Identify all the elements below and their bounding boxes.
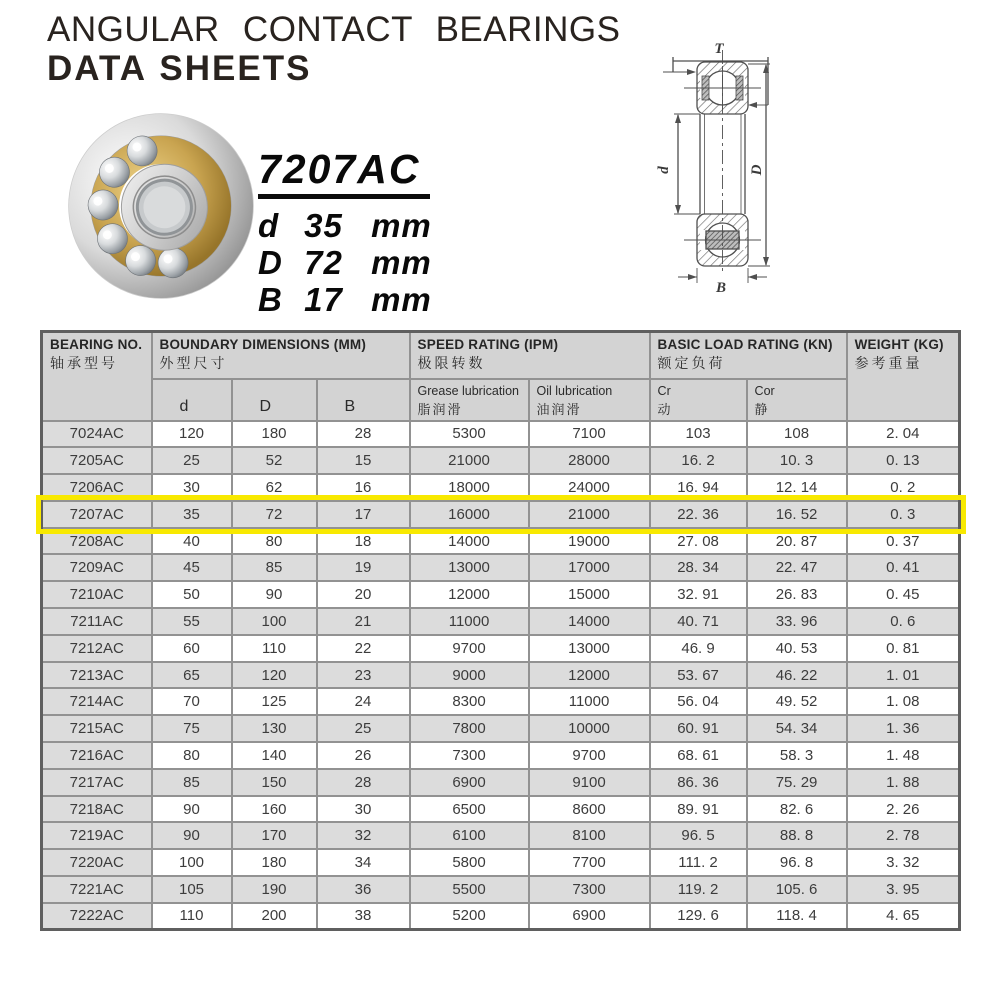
value-cell: 40 <box>152 528 232 555</box>
spec-line-B <box>258 281 432 318</box>
value-cell: 12000 <box>410 581 529 608</box>
value-cell: 2. 78 <box>847 822 960 849</box>
value-cell: 0. 3 <box>847 501 960 528</box>
page-subtitle: DATA SHEETS <box>47 49 312 88</box>
value-cell: 85 <box>152 769 232 796</box>
value-cell: 96. 5 <box>650 822 747 849</box>
value-cell: 170 <box>232 822 317 849</box>
table-body <box>42 421 960 930</box>
value-cell: 4. 65 <box>847 903 960 930</box>
value-cell: 15 <box>317 447 410 474</box>
value-cell: 40. 71 <box>650 608 747 635</box>
value-cell: 90 <box>152 822 232 849</box>
value-cell: 150 <box>232 769 317 796</box>
value-cell: 32. 91 <box>650 581 747 608</box>
value-cell: 65 <box>152 662 232 689</box>
value-cell: 0. 37 <box>847 528 960 555</box>
value-cell: 9700 <box>529 742 650 769</box>
bearing-no-cell: 7220AC <box>42 849 152 876</box>
value-cell: 75 <box>152 715 232 742</box>
spec-value: 17 <box>304 281 343 318</box>
value-cell: 14000 <box>410 528 529 555</box>
value-cell: 18 <box>317 528 410 555</box>
value-cell: 89. 91 <box>650 796 747 823</box>
value-cell: 26 <box>317 742 410 769</box>
value-cell: 16. 94 <box>650 474 747 501</box>
value-cell: 190 <box>232 876 317 903</box>
value-cell: 60. 91 <box>650 715 747 742</box>
value-cell: 82. 6 <box>747 796 847 823</box>
value-cell: 8100 <box>529 822 650 849</box>
value-cell: 7800 <box>410 715 529 742</box>
value-cell: 7300 <box>410 742 529 769</box>
value-cell: 10000 <box>529 715 650 742</box>
spec-value: 72 <box>304 244 343 281</box>
value-cell: 129. 6 <box>650 903 747 930</box>
value-cell: 1. 88 <box>847 769 960 796</box>
value-cell: 5200 <box>410 903 529 930</box>
value-cell: 6900 <box>410 769 529 796</box>
value-cell: 24000 <box>529 474 650 501</box>
value-cell: 5500 <box>410 876 529 903</box>
bearing-no-cell: 7210AC <box>42 581 152 608</box>
product-model: 7207AC <box>258 146 430 199</box>
col-header-grease-lubrication: Grease lubrication 脂润滑 <box>410 379 529 421</box>
product-spec-block <box>258 146 432 318</box>
table-row <box>42 715 960 742</box>
value-cell: 45 <box>152 554 232 581</box>
bearing-photo <box>52 110 270 302</box>
bearing-no-cell: 7212AC <box>42 635 152 662</box>
table-row <box>42 662 960 689</box>
value-cell: 120 <box>232 662 317 689</box>
value-cell: 68. 61 <box>650 742 747 769</box>
value-cell: 2. 04 <box>847 421 960 448</box>
bearing-no-cell: 7205AC <box>42 447 152 474</box>
value-cell: 0. 45 <box>847 581 960 608</box>
table-row <box>42 474 960 501</box>
table-row <box>42 742 960 769</box>
value-cell: 33. 96 <box>747 608 847 635</box>
bearing-no-cell: 7213AC <box>42 662 152 689</box>
table-row <box>42 581 960 608</box>
value-cell: 21000 <box>410 447 529 474</box>
value-cell: 140 <box>232 742 317 769</box>
table-row <box>42 849 960 876</box>
col-header-cor: Cor 静 <box>747 379 847 421</box>
value-cell: 11000 <box>410 608 529 635</box>
value-cell: 38 <box>317 903 410 930</box>
table-row <box>42 769 960 796</box>
value-cell: 60 <box>152 635 232 662</box>
value-cell: 0. 41 <box>847 554 960 581</box>
value-cell: 22. 36 <box>650 501 747 528</box>
value-cell: 130 <box>232 715 317 742</box>
dim-label-T: T <box>714 41 724 57</box>
table-row <box>42 528 960 555</box>
value-cell: 3. 32 <box>847 849 960 876</box>
bearing-no-cell: 7211AC <box>42 608 152 635</box>
table-row <box>42 608 960 635</box>
table-row <box>42 421 960 448</box>
value-cell: 0. 81 <box>847 635 960 662</box>
value-cell: 88. 8 <box>747 822 847 849</box>
value-cell: 16. 2 <box>650 447 747 474</box>
value-cell: 180 <box>232 849 317 876</box>
value-cell: 13000 <box>529 635 650 662</box>
value-cell: 120 <box>152 421 232 448</box>
value-cell: 40. 53 <box>747 635 847 662</box>
value-cell: 85 <box>232 554 317 581</box>
value-cell: 8300 <box>410 688 529 715</box>
value-cell: 54. 34 <box>747 715 847 742</box>
page-title: ANGULAR CONTACT BEARINGS <box>47 10 621 49</box>
col-header-cr: Cr 动 <box>650 379 747 421</box>
dim-label-d: d <box>656 166 672 174</box>
value-cell: 1. 36 <box>847 715 960 742</box>
spec-value: 35 <box>304 207 343 244</box>
value-cell: 111. 2 <box>650 849 747 876</box>
table-row <box>42 876 960 903</box>
bearing-data-table <box>40 330 961 931</box>
table-row <box>42 796 960 823</box>
value-cell: 200 <box>232 903 317 930</box>
value-cell: 75. 29 <box>747 769 847 796</box>
value-cell: 119. 2 <box>650 876 747 903</box>
value-cell: 19 <box>317 554 410 581</box>
value-cell: 21 <box>317 608 410 635</box>
table-row <box>42 554 960 581</box>
value-cell: 3. 95 <box>847 876 960 903</box>
value-cell: 16. 52 <box>747 501 847 528</box>
value-cell: 5300 <box>410 421 529 448</box>
value-cell: 1. 08 <box>847 688 960 715</box>
spec-line-d <box>258 207 432 244</box>
value-cell: 53. 67 <box>650 662 747 689</box>
value-cell: 34 <box>317 849 410 876</box>
value-cell: 22 <box>317 635 410 662</box>
value-cell: 90 <box>232 581 317 608</box>
bearing-no-cell: 7208AC <box>42 528 152 555</box>
table-row <box>42 635 960 662</box>
value-cell: 125 <box>232 688 317 715</box>
value-cell: 28 <box>317 421 410 448</box>
value-cell: 32 <box>317 822 410 849</box>
value-cell: 7300 <box>529 876 650 903</box>
value-cell: 160 <box>232 796 317 823</box>
value-cell: 110 <box>152 903 232 930</box>
spec-label: d <box>258 207 280 244</box>
value-cell: 80 <box>232 528 317 555</box>
table-row <box>42 903 960 930</box>
value-cell: 50 <box>152 581 232 608</box>
spec-label: D <box>258 244 283 281</box>
value-cell: 6100 <box>410 822 529 849</box>
col-header-D: D <box>232 379 317 421</box>
table-row <box>42 688 960 715</box>
value-cell: 15000 <box>529 581 650 608</box>
col-header-B: B <box>317 379 410 421</box>
value-cell: 22. 47 <box>747 554 847 581</box>
value-cell: 24 <box>317 688 410 715</box>
value-cell: 26. 83 <box>747 581 847 608</box>
value-cell: 8600 <box>529 796 650 823</box>
bearing-no-cell: 7215AC <box>42 715 152 742</box>
spec-label: B <box>258 281 283 318</box>
bearing-no-cell: 7222AC <box>42 903 152 930</box>
value-cell: 6900 <box>529 903 650 930</box>
value-cell: 16 <box>317 474 410 501</box>
value-cell: 105 <box>152 876 232 903</box>
value-cell: 28 <box>317 769 410 796</box>
value-cell: 2. 26 <box>847 796 960 823</box>
value-cell: 118. 4 <box>747 903 847 930</box>
table-header <box>42 332 960 421</box>
value-cell: 70 <box>152 688 232 715</box>
value-cell: 25 <box>152 447 232 474</box>
value-cell: 0. 13 <box>847 447 960 474</box>
value-cell: 19000 <box>529 528 650 555</box>
table-row-highlighted <box>42 501 960 528</box>
value-cell: 58. 3 <box>747 742 847 769</box>
value-cell: 20. 87 <box>747 528 847 555</box>
bearing-cross-section-drawing <box>640 15 960 295</box>
value-cell: 108 <box>747 421 847 448</box>
col-header-oil-lubrication: Oil lubrication 油润滑 <box>529 379 650 421</box>
value-cell: 1. 48 <box>847 742 960 769</box>
bearing-no-cell: 7219AC <box>42 822 152 849</box>
spec-unit: mm <box>371 207 432 244</box>
value-cell: 14000 <box>529 608 650 635</box>
col-header-weight: WEIGHT (KG) 参考重量 <box>847 332 960 421</box>
value-cell: 17000 <box>529 554 650 581</box>
value-cell: 20 <box>317 581 410 608</box>
table-row <box>42 447 960 474</box>
value-cell: 0. 6 <box>847 608 960 635</box>
value-cell: 25 <box>317 715 410 742</box>
value-cell: 100 <box>232 608 317 635</box>
value-cell: 36 <box>317 876 410 903</box>
value-cell: 86. 36 <box>650 769 747 796</box>
table-row <box>42 822 960 849</box>
dim-label-D: D <box>749 164 765 176</box>
value-cell: 46. 22 <box>747 662 847 689</box>
value-cell: 30 <box>152 474 232 501</box>
bearing-no-cell: 7216AC <box>42 742 152 769</box>
value-cell: 28000 <box>529 447 650 474</box>
value-cell: 103 <box>650 421 747 448</box>
value-cell: 72 <box>232 501 317 528</box>
value-cell: 100 <box>152 849 232 876</box>
bearing-no-cell: 7217AC <box>42 769 152 796</box>
value-cell: 35 <box>152 501 232 528</box>
bearing-no-cell: 7214AC <box>42 688 152 715</box>
spec-unit: mm <box>371 244 432 281</box>
col-header-basic-load-rating: BASIC LOAD RATING (KN) 额定负荷 <box>650 332 847 379</box>
value-cell: 0. 2 <box>847 474 960 501</box>
value-cell: 5800 <box>410 849 529 876</box>
value-cell: 9700 <box>410 635 529 662</box>
bearing-photo-art <box>52 110 270 302</box>
value-cell: 46. 9 <box>650 635 747 662</box>
value-cell: 1. 01 <box>847 662 960 689</box>
value-cell: 13000 <box>410 554 529 581</box>
value-cell: 16000 <box>410 501 529 528</box>
value-cell: 18000 <box>410 474 529 501</box>
value-cell: 49. 52 <box>747 688 847 715</box>
spec-line-D <box>258 244 432 281</box>
value-cell: 96. 8 <box>747 849 847 876</box>
bearing-no-cell: 7209AC <box>42 554 152 581</box>
value-cell: 56. 04 <box>650 688 747 715</box>
col-header-boundary-dimensions: BOUNDARY DIMENSIONS (MM) 外型尺寸 <box>152 332 410 379</box>
value-cell: 27. 08 <box>650 528 747 555</box>
value-cell: 9100 <box>529 769 650 796</box>
bearing-no-cell: 7206AC <box>42 474 152 501</box>
value-cell: 28. 34 <box>650 554 747 581</box>
value-cell: 80 <box>152 742 232 769</box>
value-cell: 21000 <box>529 501 650 528</box>
value-cell: 10. 3 <box>747 447 847 474</box>
value-cell: 7700 <box>529 849 650 876</box>
spec-unit: mm <box>371 281 432 318</box>
dim-label-B: B <box>715 280 727 295</box>
value-cell: 52 <box>232 447 317 474</box>
value-cell: 17 <box>317 501 410 528</box>
col-header-d: d <box>152 379 232 421</box>
col-header-speed-rating: SPEED RATING (IPM) 极限转数 <box>410 332 650 379</box>
value-cell: 12. 14 <box>747 474 847 501</box>
value-cell: 11000 <box>529 688 650 715</box>
value-cell: 30 <box>317 796 410 823</box>
value-cell: 180 <box>232 421 317 448</box>
value-cell: 6500 <box>410 796 529 823</box>
bearing-no-cell: 7221AC <box>42 876 152 903</box>
value-cell: 7100 <box>529 421 650 448</box>
value-cell: 110 <box>232 635 317 662</box>
value-cell: 9000 <box>410 662 529 689</box>
value-cell: 23 <box>317 662 410 689</box>
bearing-no-cell: 7218AC <box>42 796 152 823</box>
bearing-no-cell: 7207AC <box>42 501 152 528</box>
value-cell: 90 <box>152 796 232 823</box>
value-cell: 12000 <box>529 662 650 689</box>
bearing-no-cell: 7024AC <box>42 421 152 448</box>
col-header-bearing-no: BEARING NO. 轴承型号 <box>42 332 152 421</box>
value-cell: 105. 6 <box>747 876 847 903</box>
value-cell: 62 <box>232 474 317 501</box>
value-cell: 55 <box>152 608 232 635</box>
